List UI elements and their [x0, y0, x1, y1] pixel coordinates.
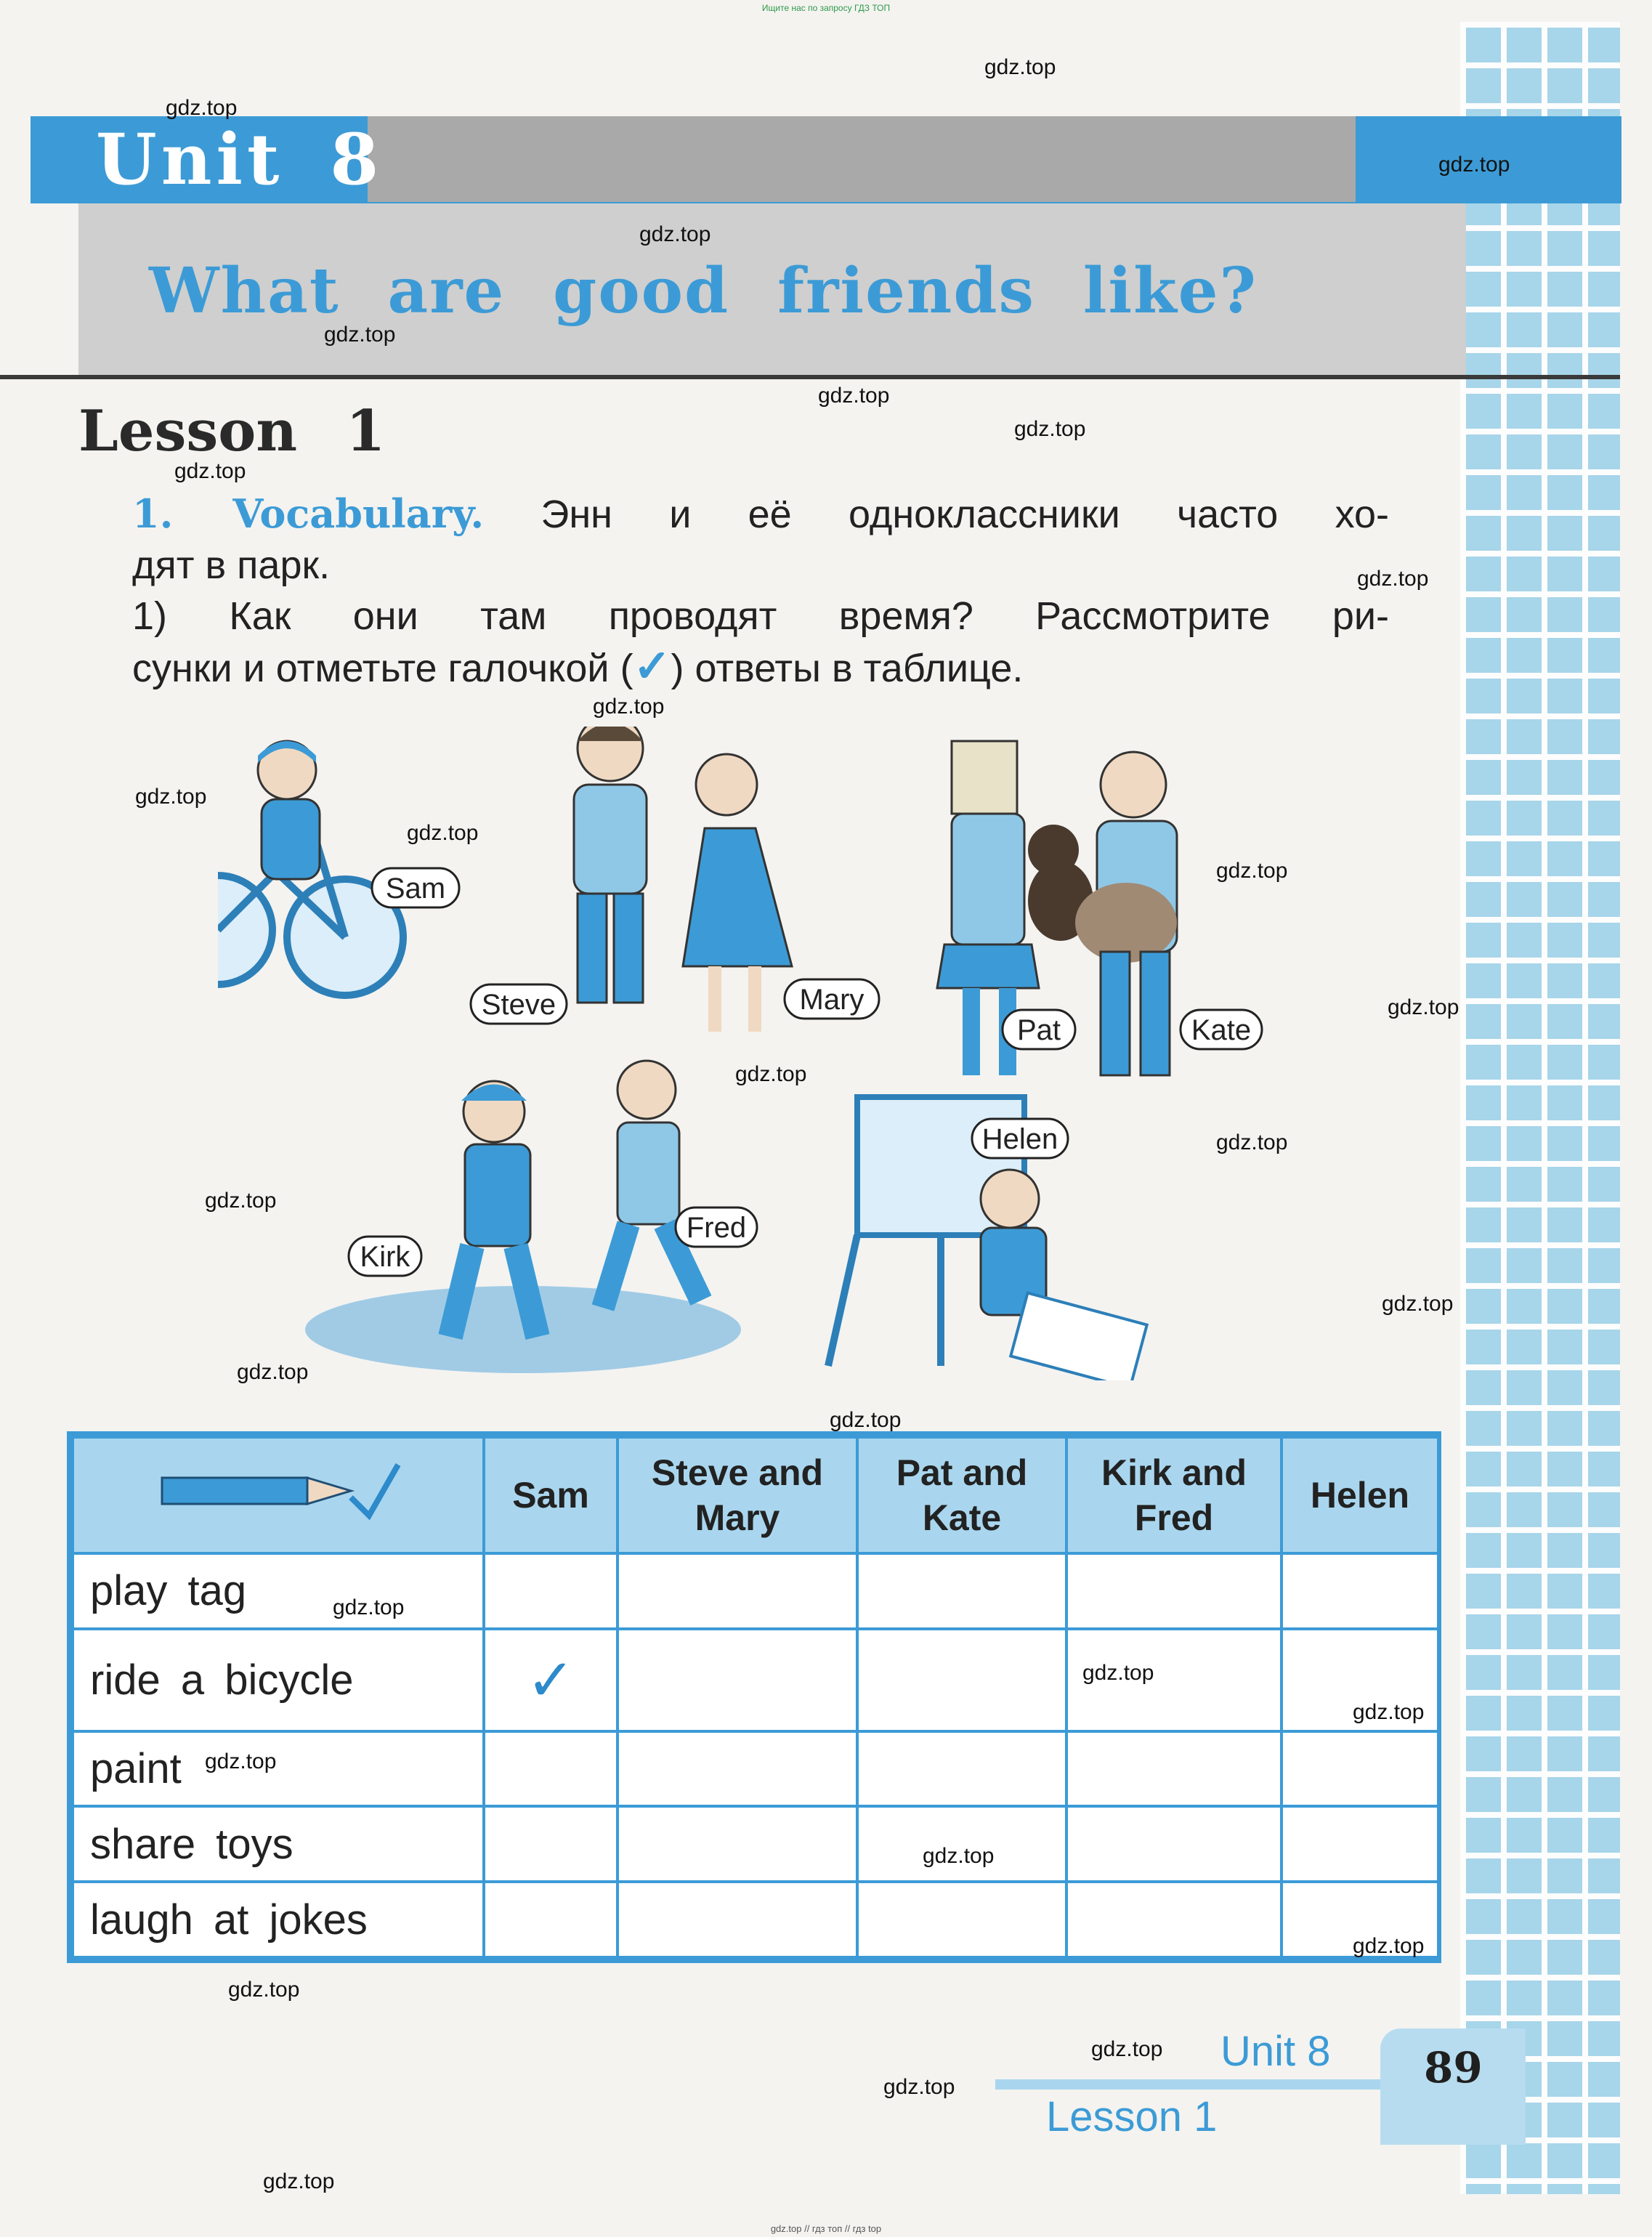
watermark: gdz.top — [228, 1978, 300, 2002]
watermark: gdz.top — [166, 96, 238, 120]
answer-cell[interactable] — [1066, 1731, 1281, 1807]
watermark: gdz.top — [1388, 995, 1459, 1019]
column-header-0: Sam — [484, 1437, 618, 1553]
watermark: gdz.top — [333, 1595, 405, 1619]
watermark: gdz.top — [593, 695, 665, 719]
answer-cell[interactable] — [1066, 1553, 1281, 1629]
name-tag-helen — [972, 1119, 1068, 1158]
table-row — [73, 1806, 1438, 1882]
footer-line — [995, 2079, 1402, 2090]
task-instructions — [132, 488, 1389, 694]
svg-text:Helen: Helen — [981, 1123, 1058, 1155]
answer-cell[interactable] — [484, 1731, 618, 1807]
answer-cell[interactable] — [618, 1806, 857, 1882]
answer-cell[interactable] — [618, 1731, 857, 1807]
answer-cell[interactable] — [484, 1806, 618, 1882]
decorative-grid-strip — [1460, 22, 1620, 2194]
name-tag-pat — [1003, 1010, 1075, 1049]
watermark: gdz.top — [263, 2169, 335, 2193]
table-header-icon-cell — [73, 1437, 484, 1553]
watermark: gdz.top — [735, 1062, 807, 1086]
column-header-2: Pat and Kate — [857, 1437, 1066, 1553]
watermark: gdz.top — [883, 2075, 955, 2099]
svg-text:Mary: Mary — [799, 984, 865, 1016]
answer-cell[interactable] — [484, 1882, 618, 1957]
name-tag-kate — [1181, 1010, 1262, 1049]
park-illustration — [218, 727, 1264, 1380]
watermark: gdz.top — [205, 1189, 277, 1213]
column-header-1: Steve and Mary — [618, 1437, 857, 1553]
page-headline: What are good friends like? — [149, 254, 1258, 328]
svg-text:Pat: Pat — [1016, 1014, 1061, 1046]
watermark: gdz.top — [984, 55, 1056, 79]
lesson-title: Lesson 1 — [78, 398, 386, 464]
watermark: gdz.top — [1382, 1292, 1454, 1316]
watermark: gdz.top — [1357, 567, 1429, 591]
pencil-check-icon — [155, 1457, 402, 1523]
task-q2-end: ) ответы в таблице. — [671, 647, 1024, 690]
watermark: gdz.top — [205, 1749, 277, 1773]
answer-cell[interactable] — [857, 1629, 1066, 1731]
watermark: gdz.top — [818, 384, 890, 408]
answer-cell[interactable] — [1066, 1806, 1281, 1882]
task-intro: Энн и её одноклассники часто хо- — [540, 493, 1390, 536]
task-line-2: дят в парк. — [132, 543, 331, 587]
unit-title — [96, 116, 383, 203]
unit-word: Unit — [96, 118, 284, 201]
task-line-1 — [132, 488, 1389, 540]
watermark: gdz.top — [1353, 1934, 1425, 1958]
task-q2-start: сунки и отметьте галочкой ( — [132, 647, 633, 690]
row-label: share toys — [73, 1806, 484, 1882]
watermark: gdz.top — [237, 1360, 309, 1384]
watermark: gdz.top — [324, 323, 396, 347]
unit-number: 8 — [330, 118, 384, 201]
watermark: gdz.top — [407, 821, 479, 845]
footer-unit: Unit 8 — [1220, 2028, 1331, 2075]
answer-cell[interactable] — [1281, 1806, 1438, 1882]
watermark: gdz.top — [174, 459, 246, 483]
row-label: play tag — [73, 1553, 484, 1629]
table-row — [73, 1629, 1438, 1731]
figure-fred — [603, 1061, 701, 1308]
watermark: gdz.top — [1353, 1700, 1425, 1724]
top-note: Ищите нас по запросу ГДЗ ТОП — [761, 3, 891, 13]
task-number: 1. Vocabulary. — [132, 490, 485, 537]
watermark: gdz.top — [1216, 1130, 1288, 1154]
answer-cell[interactable] — [618, 1553, 857, 1629]
row-label: paint — [73, 1731, 484, 1807]
footer-lesson: Lesson 1 — [1046, 2093, 1218, 2140]
row-label: ride a bicycle — [73, 1629, 484, 1731]
figure-steve — [574, 727, 647, 1003]
svg-text:Fred: Fred — [686, 1212, 747, 1244]
svg-text:Sam: Sam — [385, 873, 446, 905]
answer-cell[interactable] — [1066, 1882, 1281, 1957]
check-icon: ✓ — [633, 642, 671, 692]
answer-cell[interactable] — [1281, 1553, 1438, 1629]
row-label: laugh at jokes — [73, 1882, 484, 1957]
figure-helen — [981, 1170, 1147, 1380]
answer-cell[interactable] — [484, 1553, 618, 1629]
name-tag-steve — [471, 984, 567, 1024]
task-line-3: 1) Как они там проводят время? Рассмотрите ри- — [132, 594, 1389, 638]
column-header-3: Kirk and Fred — [1066, 1437, 1281, 1553]
unit-band-grey — [368, 116, 1356, 202]
figure-sam — [258, 741, 320, 879]
table-row — [73, 1731, 1438, 1807]
name-tag-mary — [785, 979, 879, 1019]
name-tag-sam — [372, 868, 459, 907]
divider — [0, 375, 1620, 379]
answer-table — [67, 1431, 1441, 1963]
answer-cell[interactable]: ✓ — [484, 1629, 618, 1731]
svg-text:Kirk: Kirk — [360, 1241, 410, 1273]
table-row — [73, 1553, 1438, 1629]
watermark: gdz.top — [830, 1408, 902, 1432]
watermark: gdz.top — [1082, 1661, 1154, 1685]
watermark: gdz.top — [1091, 2037, 1163, 2061]
answer-cell[interactable] — [1281, 1731, 1438, 1807]
name-tag-fred — [676, 1208, 757, 1247]
figure-kate — [1075, 752, 1177, 1075]
task-line-4 — [132, 642, 1389, 694]
watermark: gdz.top — [1438, 153, 1510, 177]
answer-cell[interactable] — [857, 1731, 1066, 1807]
watermark: gdz.top — [1216, 859, 1288, 883]
figure-mary — [683, 754, 792, 1032]
column-header-4: Helen — [1281, 1437, 1438, 1553]
svg-text:Kate: Kate — [1191, 1014, 1252, 1046]
table-row — [73, 1882, 1438, 1957]
answer-cell[interactable] — [857, 1882, 1066, 1957]
answer-cell[interactable] — [618, 1629, 857, 1731]
answer-cell[interactable] — [618, 1882, 857, 1957]
name-tag-kirk — [349, 1237, 421, 1276]
watermark: gdz.top — [923, 1844, 995, 1868]
page-number: 89 — [1424, 2043, 1483, 2092]
svg-text:Steve: Steve — [481, 989, 556, 1021]
watermark: gdz.top — [639, 222, 711, 246]
watermark: gdz.top — [135, 785, 207, 809]
bottom-note: gdz.top // гдз топ // гдз top — [770, 2223, 882, 2234]
answer-cell[interactable] — [857, 1553, 1066, 1629]
table-header-row — [73, 1437, 1438, 1553]
watermark: gdz.top — [1014, 417, 1086, 441]
